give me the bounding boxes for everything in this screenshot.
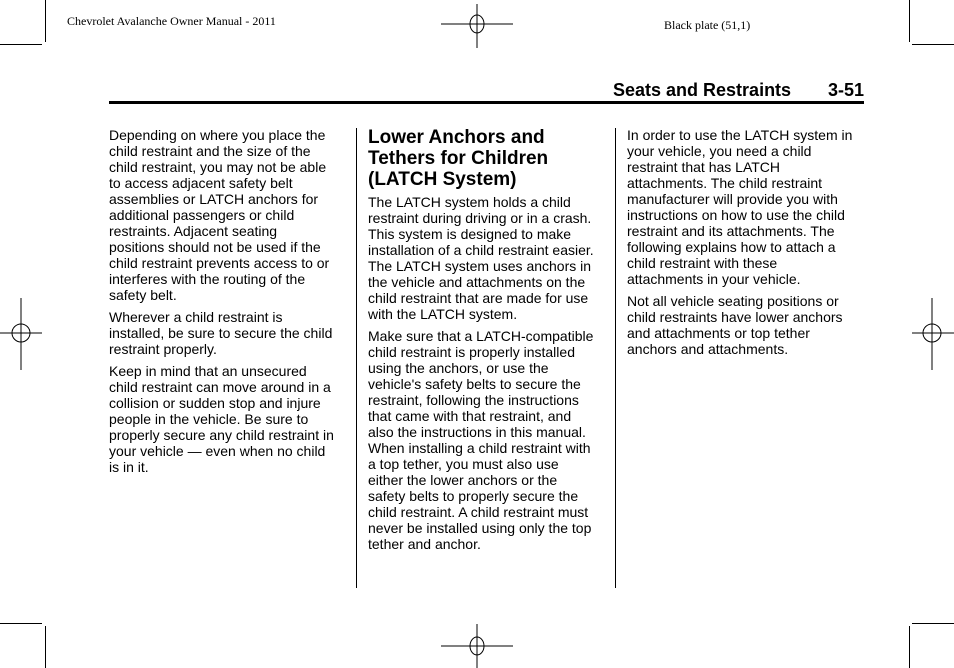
crop-mark bbox=[912, 623, 954, 624]
text-line: child restraint. A child restraint must bbox=[368, 504, 589, 520]
text-line: a top tether, you must also use bbox=[368, 456, 559, 472]
text-line: tether and anchor. bbox=[368, 536, 481, 552]
text-line: and attachments or top tether bbox=[627, 325, 810, 341]
text-line: restraint and its attachments. The bbox=[627, 223, 835, 239]
text-line: instructions on how to use the child bbox=[627, 207, 845, 223]
column-divider bbox=[615, 128, 616, 588]
text-line: child restraint can move around in a bbox=[109, 379, 331, 395]
text-line: installation of a child restraint easier. bbox=[368, 242, 594, 258]
section-title: Seats and Restraints bbox=[613, 80, 792, 100]
body-paragraph bbox=[109, 127, 349, 303]
text-line: with the LATCH system. bbox=[368, 306, 518, 322]
section-heading bbox=[368, 127, 608, 190]
body-paragraph bbox=[109, 309, 349, 357]
text-line: When installing a child restraint with bbox=[368, 440, 591, 456]
column-3 bbox=[627, 127, 867, 363]
text-line: your vehicle, you need a child bbox=[627, 143, 812, 159]
text-line: properly secure any child restraint in bbox=[109, 427, 334, 443]
text-line: using the anchors, or use the bbox=[368, 360, 549, 376]
plate-label: Black plate (51,1) bbox=[664, 18, 751, 32]
text-line: people in the vehicle. Be sure to bbox=[109, 411, 309, 427]
text-line: Make sure that a LATCH-compatible bbox=[368, 328, 594, 344]
text-line: also the instructions in this manual. bbox=[368, 424, 586, 440]
column-2 bbox=[368, 127, 608, 558]
crop-mark bbox=[0, 623, 42, 624]
text-line: This system is designed to make bbox=[368, 226, 572, 242]
text-line: In order to use the LATCH system in bbox=[627, 127, 853, 143]
text-line: your vehicle — even when no child bbox=[109, 443, 326, 459]
registration-mark-icon bbox=[0, 298, 42, 370]
text-line: restraint during driving or in a crash. bbox=[368, 210, 592, 226]
text-line: either the lower anchors or the bbox=[368, 472, 558, 488]
body-paragraph bbox=[627, 127, 867, 287]
manual-title: Chevrolet Avalanche Owner Manual - 2011 bbox=[67, 14, 276, 28]
text-line: Wherever a child restraint is bbox=[109, 309, 283, 325]
body-paragraph bbox=[627, 293, 867, 357]
text-line: collision or sudden stop and injure bbox=[109, 395, 321, 411]
crop-mark bbox=[45, 626, 46, 668]
text-line: the vehicle and attachments on the bbox=[368, 274, 586, 290]
text-line: child restraints have lower anchors bbox=[627, 309, 843, 325]
header-rule bbox=[109, 101, 864, 104]
text-line: positions should not be used if the bbox=[109, 239, 321, 255]
text-line: child restraint that are made for use bbox=[368, 290, 589, 306]
text-line: Keep in mind that an unsecured bbox=[109, 363, 307, 379]
crop-mark bbox=[909, 0, 910, 42]
crop-mark bbox=[912, 44, 954, 45]
text-line: restraint that has LATCH bbox=[627, 159, 781, 175]
text-line: assemblies or LATCH anchors for bbox=[109, 191, 319, 207]
text-line: never be installed using only the top bbox=[368, 520, 592, 536]
text-line: child restraint, you may not be able bbox=[109, 159, 327, 175]
registration-mark-icon bbox=[441, 4, 513, 48]
text-line: attachments. The child restraint bbox=[627, 175, 823, 191]
registration-mark-icon bbox=[441, 624, 513, 668]
heading-line: Tethers for Children bbox=[368, 148, 549, 169]
text-line: child restraint is properly installed bbox=[368, 344, 575, 360]
registration-mark-icon bbox=[912, 298, 954, 370]
text-line: Not all vehicle seating positions or bbox=[627, 293, 839, 309]
text-line: The LATCH system holds a child bbox=[368, 194, 571, 210]
heading-line: Lower Anchors and bbox=[368, 127, 545, 148]
text-line: Depending on where you place the bbox=[109, 127, 326, 143]
crop-mark bbox=[0, 44, 42, 45]
text-line: restraints. Adjacent seating bbox=[109, 223, 278, 239]
text-line: restraint properly. bbox=[109, 341, 217, 357]
text-line: attachments in your vehicle. bbox=[627, 271, 801, 287]
text-line: manufacturer will provide you with bbox=[627, 191, 838, 207]
text-line: safety belt. bbox=[109, 287, 177, 303]
page-number: 3-51 bbox=[828, 80, 865, 100]
body-paragraph bbox=[109, 363, 349, 475]
text-line: child restraint with these bbox=[627, 255, 778, 271]
body-paragraph bbox=[368, 328, 608, 552]
text-line: installed, be sure to secure the child bbox=[109, 325, 333, 341]
column-1 bbox=[109, 127, 349, 481]
text-line: interferes with the routing of the bbox=[109, 271, 306, 287]
text-line: safety belts to properly secure the bbox=[368, 488, 579, 504]
crop-mark bbox=[909, 626, 910, 668]
column-divider bbox=[356, 128, 357, 588]
text-line: additional passengers or child bbox=[109, 207, 295, 223]
text-line: vehicle's safety belts to secure the bbox=[368, 376, 581, 392]
text-line: restraint, following the instructions bbox=[368, 392, 579, 408]
text-line: is in it. bbox=[109, 459, 149, 475]
text-line: that came with that restraint, and bbox=[368, 408, 572, 424]
text-line: anchors and attachments. bbox=[627, 341, 789, 357]
text-line: child restraint and the size of the bbox=[109, 143, 311, 159]
text-line: The LATCH system uses anchors in bbox=[368, 258, 592, 274]
heading-line: (LATCH System) bbox=[368, 169, 517, 190]
text-line: to access adjacent safety belt bbox=[109, 175, 293, 191]
crop-mark bbox=[45, 0, 46, 42]
body-paragraph bbox=[368, 194, 608, 322]
text-line: following explains how to attach a bbox=[627, 239, 836, 255]
text-line: child restraint prevents access to or bbox=[109, 255, 330, 271]
